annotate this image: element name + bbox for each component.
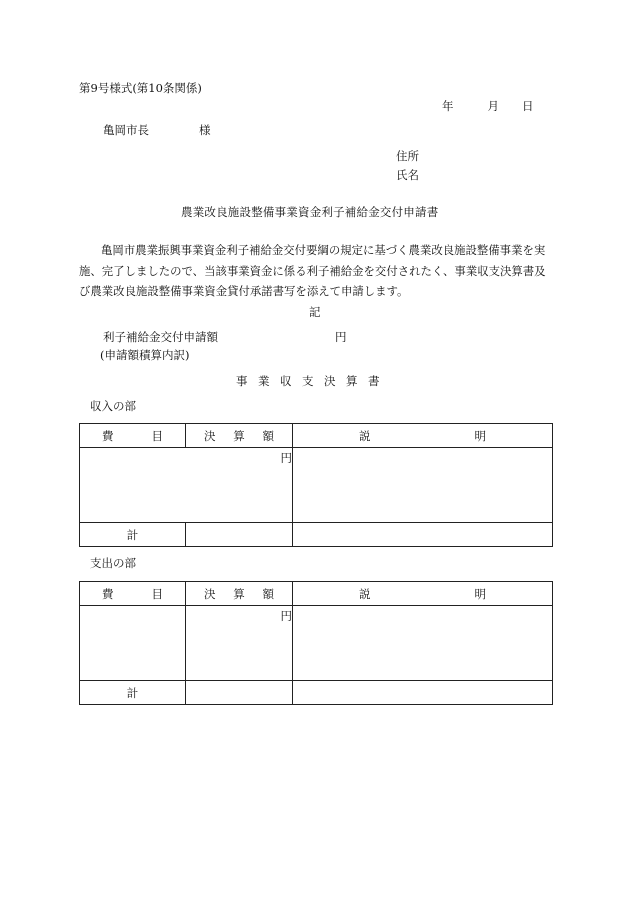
expense-description-cell[interactable]	[293, 606, 553, 681]
expense-total-label: 計	[80, 681, 186, 705]
expense-total-description[interactable]	[293, 681, 553, 705]
expense-total-row	[80, 681, 553, 705]
expense-table	[79, 581, 553, 705]
addressee	[103, 125, 211, 137]
income-header-description: 説 明	[293, 424, 553, 448]
expense-total-amount[interactable]	[186, 681, 293, 705]
expense-header-amount: 決 算 額	[186, 582, 293, 606]
form-number: 第9号様式(第10条関係)	[79, 81, 202, 95]
application-amount-unit: 円	[335, 330, 347, 344]
ki-marker: 記	[309, 305, 321, 319]
income-body-row	[80, 448, 553, 523]
body-paragraph: 亀岡市農業振興事業資金利子補給金交付要綱の規定に基づく農業改良施設整備事業を実施、完了しましたので、当該事業資金に係る利子補給金を交付されたく、事業収支決算書及び農業改良施設整備事業資金貸付承諾書写を添えて申請します。	[79, 243, 546, 298]
expense-header-row	[80, 582, 553, 606]
income-table	[79, 423, 553, 547]
date-day: 日	[522, 99, 534, 113]
income-amount-cell[interactable]	[80, 448, 293, 523]
income-header-row	[80, 424, 553, 448]
date-year: 年	[442, 99, 454, 113]
income-header-item: 費 目	[80, 424, 186, 448]
expense-body-row	[80, 606, 553, 681]
income-total-description[interactable]	[293, 523, 553, 547]
expense-amount-cell[interactable]	[186, 606, 293, 681]
income-yen-unit: 円	[280, 451, 292, 465]
addressee-honorific: 様	[199, 123, 211, 137]
application-amount-label: 利子補給金交付申請額	[103, 330, 218, 344]
applicant-address-label: 住所	[396, 149, 419, 163]
expense-section-label: 支出の部	[90, 556, 136, 570]
expense-header-description: 説 明	[293, 582, 553, 606]
expense-item-cell[interactable]	[80, 606, 186, 681]
income-header-amount: 決 算 額	[186, 424, 293, 448]
settlement-title: 事業収支決算書	[236, 374, 390, 388]
expense-yen-unit: 円	[280, 609, 292, 623]
document-title: 農業改良施設整備事業資金利子補給金交付申請書	[181, 205, 439, 219]
addressee-mayor: 亀岡市長	[103, 123, 149, 137]
date-month: 月	[487, 99, 499, 113]
income-section-label: 収入の部	[90, 399, 136, 413]
applicant-name-label: 氏名	[396, 168, 419, 182]
income-total-amount[interactable]	[186, 523, 293, 547]
expense-header-item: 費 目	[80, 582, 186, 606]
income-total-label: 計	[80, 523, 186, 547]
income-total-row	[80, 523, 553, 547]
breakdown-label: (申請額積算内訳)	[100, 348, 190, 362]
date-line	[442, 101, 534, 113]
income-description-cell[interactable]	[293, 448, 553, 523]
